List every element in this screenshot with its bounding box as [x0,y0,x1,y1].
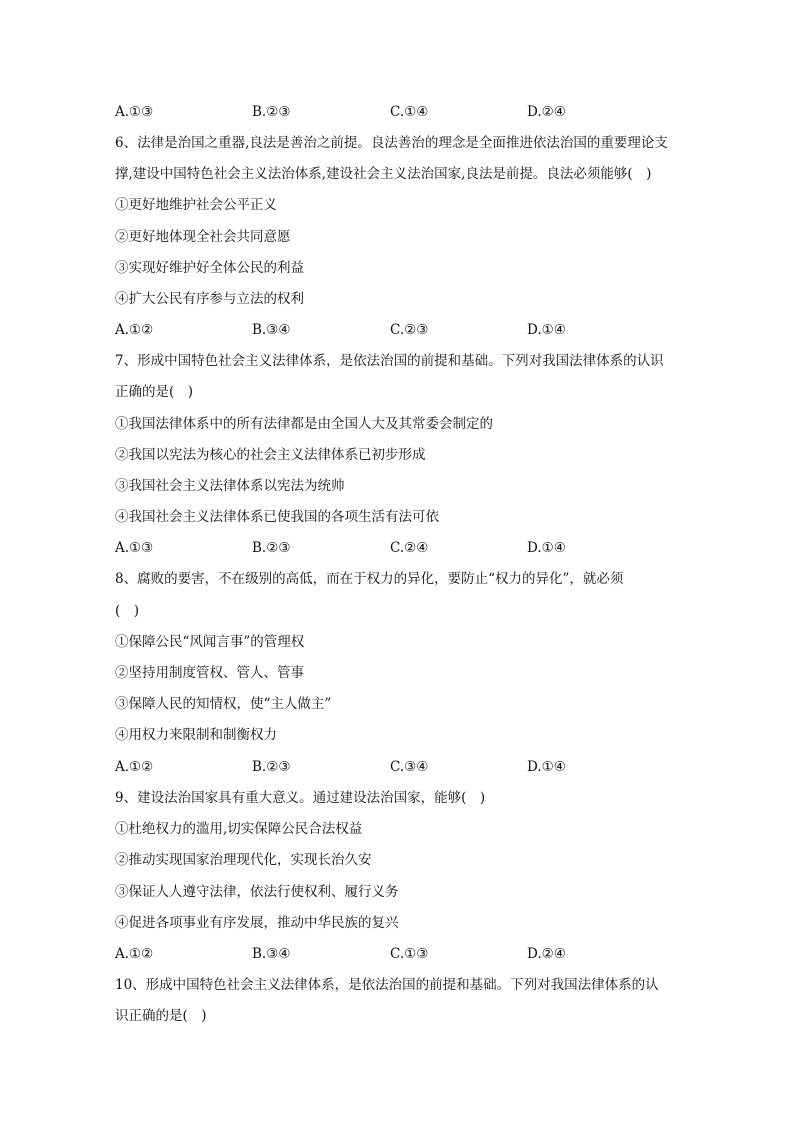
q7-stem-line2: 正确的是( ) [115,384,194,400]
q5-option-c[interactable]: C.①④ [390,104,429,120]
q8-options [115,757,675,777]
q9-option-d[interactable]: D.②④ [527,946,566,962]
q10-stem-line1: 10、形成中国特色社会主义法律体系，是依法治国的前提和基础。下列对我国法律体系的认 [115,977,659,993]
q7-item-4: ④我国社会主义法律体系已使我国的各项生活有法可依 [115,509,439,525]
q8-item-1: ①保障公民“风闻言事”的管理权 [115,634,305,650]
q6-option-b[interactable]: B.③④ [252,322,291,338]
q8-item-2: ②坚持用制度管权、管人、管事 [115,665,304,681]
q5-option-a[interactable]: A.①③ [115,104,154,120]
q9-item-4: ④促进各项事业有序发展，推动中华民族的复兴 [115,915,399,931]
q6-stem-line2: 撑,建设中国特色社会主义法治体系,建设社会主义法治国家,良法是前提。良法必须能够( ) [115,166,652,182]
q9-item-2: ②推动实现国家治理现代化，实现长治久安 [115,852,372,868]
q7-item-1: ①我国法律体系中的所有法律都是由全国人大及其常委会制定的 [115,416,493,432]
q9-options [115,944,675,964]
q9-item-1: ①杜绝权力的滥用,切实保障公民合法权益 [115,821,363,837]
q6-item-4: ④扩大公民有序参与立法的权利 [115,291,304,307]
q6-item-2: ②更好地体现全社会共同意愿 [115,229,291,245]
q6-option-d[interactable]: D.①④ [527,322,566,338]
q5-option-d[interactable]: D.②④ [527,104,566,120]
q8-stem-line1: 8、腐败的要害，不在级别的高低，而在于权力的异化，要防止“权力的异化”，就必须 [115,571,624,587]
q9-option-c[interactable]: C.①③ [390,946,429,962]
q7-option-b[interactable]: B.②③ [252,540,291,556]
q8-option-d[interactable]: D.①④ [527,759,566,775]
q7-item-3: ③我国社会主义法律体系以宪法为统帅 [115,478,345,494]
q8-option-b[interactable]: B.②③ [252,759,291,775]
q6-stem-line1: 6、法律是治国之重器,良法是善治之前提。良法善治的理念是全面推进依法治国的重要理论支 [115,135,668,151]
q6-option-c[interactable]: C.②③ [390,322,429,338]
q9-item-3: ③保证人人遵守法律，依法行使权利、履行义务 [115,884,399,900]
q8-option-c[interactable]: C.③④ [390,759,429,775]
q6-options [115,320,675,340]
q10-stem-line2: 识正确的是( ) [115,1008,207,1024]
q7-item-2: ②我国以宪法为核心的社会主义法律体系已初步形成 [115,447,426,463]
q6-option-a[interactable]: A.①② [115,322,154,338]
q8-option-a[interactable]: A.①② [115,759,154,775]
q9-option-a[interactable]: A.①② [115,946,154,962]
q5-option-b[interactable]: B.②③ [252,104,291,120]
q7-option-a[interactable]: A.①③ [115,540,154,556]
q6-item-3: ③实现好维护好全体公民的利益 [115,260,304,276]
q6-item-1: ①更好地维护社会公平正义 [115,197,277,213]
q8-item-3: ③保障人民的知情权，使“主人做主” [115,696,332,712]
q8-stem-line2: ( ) [115,603,140,619]
q5-options [115,102,675,122]
q7-stem-line1: 7、形成中国特色社会主义法律体系，是依法治国的前提和基础。下列对我国法律体系的认识 [115,353,664,369]
q7-option-d[interactable]: D.①④ [527,540,566,556]
q9-option-b[interactable]: B.③④ [252,946,291,962]
q7-options [115,538,675,558]
q9-stem-line1: 9、建设法治国家具有重大意义。通过建设法治国家，能够( ) [115,790,486,806]
q8-item-4: ④用权力来限制和制衡权力 [115,727,277,743]
q7-option-c[interactable]: C.②④ [390,540,429,556]
